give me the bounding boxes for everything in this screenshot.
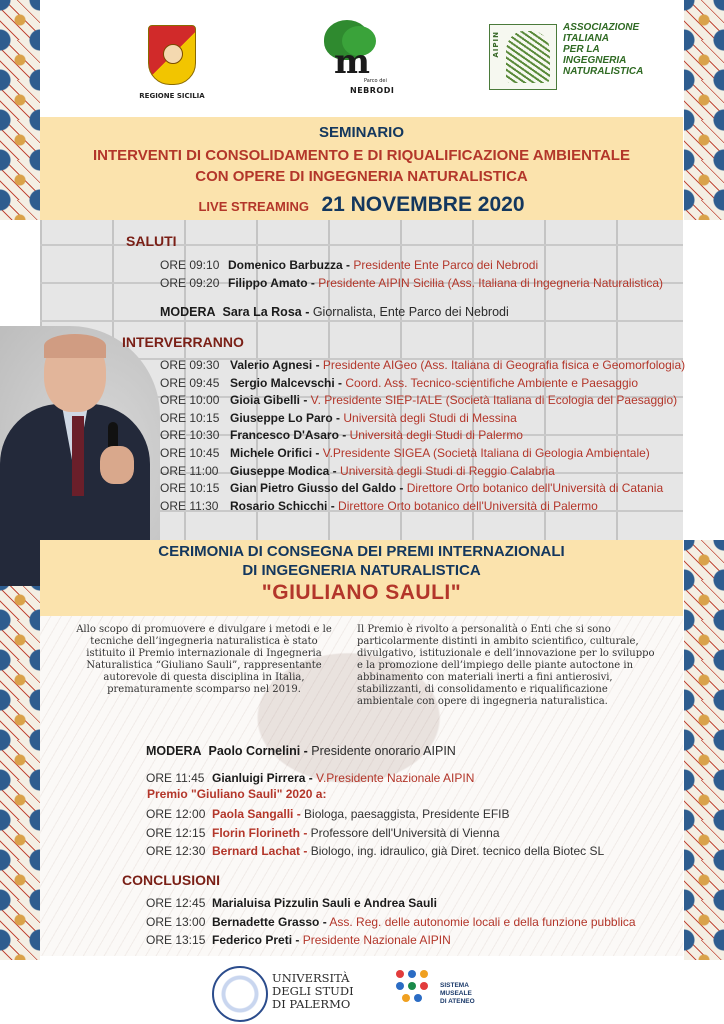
- program-row: [160, 276, 663, 290]
- row-role: Ass. Reg. delle autonomie locali e della funzione pubblica: [326, 914, 636, 929]
- row-time: ORE 10:15: [160, 410, 220, 425]
- aipin-line: PER LA: [563, 44, 600, 55]
- row-role: V.Presidente Nazionale AIPIN: [312, 771, 475, 785]
- row-time: ORE 10:15: [160, 481, 220, 496]
- row-time: ORE 09:30: [160, 358, 220, 372]
- program-row: [146, 826, 500, 840]
- row-name: Valerio Agnesi -: [230, 358, 320, 372]
- row-time: ORE 13:15: [146, 933, 206, 947]
- program-row: [160, 464, 555, 478]
- aipin-name: [563, 22, 643, 77]
- unipa-line: UNIVERSITÀ: [272, 971, 350, 985]
- decorative-tile-left-bottom: [0, 540, 40, 960]
- decorative-tile-right-bottom: [684, 540, 724, 960]
- regione-sicilia-logo: [148, 25, 196, 85]
- row-time: ORE 11:45: [146, 771, 205, 785]
- unipa-line: DI PALERMO: [272, 997, 351, 1011]
- sma-line: MUSEALE: [440, 990, 472, 997]
- row-time: ORE 10:00: [160, 393, 220, 408]
- row-role: Presidente Ente Parco dei Nebrodi: [350, 258, 539, 272]
- prize-recipients-label: Premio "Giuliano Sauli" 2020 a:: [147, 787, 327, 801]
- program-row: [160, 358, 685, 372]
- program-row: [146, 807, 510, 821]
- event-date: 21 NOVEMBRE 2020: [321, 193, 525, 216]
- row-name: Giuseppe Lo Paro -: [230, 410, 341, 425]
- row-time: ORE 09:20: [160, 276, 220, 290]
- row-time: ORE 10:30: [160, 428, 220, 443]
- program-row: [160, 411, 517, 425]
- decorative-tile-left-top: [0, 0, 40, 220]
- program-row: [146, 915, 636, 929]
- row-role: Coord. Ass. Tecnico-scientifiche Ambiente e Paesaggio: [342, 375, 638, 390]
- aipin-line: ITALIANA: [563, 33, 609, 44]
- ceremony-line-1: CERIMONIA DI CONSEGNA DEI PREMI INTERNAZIONALI: [158, 543, 565, 560]
- modera-label: MODERA: [160, 305, 216, 319]
- title-line-1: INTERVENTI DI CONSOLIDAMENTO E DI RIQUALIFICAZIONE AMBIENTALE: [93, 147, 630, 164]
- program-row: [160, 446, 650, 460]
- row-name: Paola Sangalli -: [212, 807, 301, 821]
- row-time: ORE 09:45: [160, 375, 220, 390]
- row-time: ORE 10:45: [160, 446, 220, 460]
- prize-description-right: Il Premio è rivolto a personalità o Enti che si sono particolarmente distinti in ambito scientifico, culturale, divulgativo, istituzionale e dell’innovazione per lo sviluppo e la promozione dell’impiego delle piante autoctone in abbinamento con materiali inerti a fini antierosivi, stabilizzanti, di consolidamento e riqualificazione ambientale con opere di ingegneria naturalistica.: [357, 624, 655, 707]
- row-role: Biologo, ing. idraulico, già Diret. tecnico della Biotec SL: [307, 844, 605, 858]
- row-name: Gian Pietro Giusso del Galdo -: [230, 481, 404, 496]
- conclusioni-heading: CONCLUSIONI: [122, 872, 220, 888]
- unipa-name: [272, 972, 354, 1011]
- live-streaming-date: [40, 193, 683, 217]
- row-role: Direttore Orto botanico dell'Università di Palermo: [334, 498, 598, 513]
- row-role: Direttore Orto botanico dell'Università di Catania: [403, 481, 664, 496]
- row-name: Francesco D'Asaro -: [230, 428, 347, 443]
- sma-line: SISTEMA: [440, 982, 469, 989]
- row-role: Università degli Studi di Messina: [340, 410, 517, 425]
- row-name: Giuseppe Modica -: [230, 463, 337, 478]
- region-label: REGIONE SICILIA: [139, 92, 205, 100]
- row-name: Filippo Amato -: [228, 276, 315, 290]
- row-time: ORE 12:30: [146, 844, 206, 858]
- modera-role: Giornalista, Ente Parco dei Nebrodi: [309, 305, 509, 319]
- modera-label: MODERA: [146, 744, 202, 758]
- row-time: ORE 12:15: [146, 825, 206, 840]
- modera-name: Sara La Rosa -: [222, 305, 310, 319]
- program-row: [146, 771, 474, 785]
- modera-row: [146, 744, 456, 758]
- program-row: [160, 393, 677, 407]
- row-name: Gianluigi Pirrera -: [212, 771, 313, 785]
- aipin-line: NATURALISTICA: [563, 66, 644, 77]
- aipin-vertical-label: AIPIN: [492, 31, 500, 58]
- row-time: ORE 11:30: [160, 498, 219, 513]
- row-name: Marialuisa Pizzulin Sauli e Andrea Sauli: [212, 896, 437, 910]
- row-name: Domenico Barbuzza -: [228, 258, 351, 272]
- sma-line: DI ATENEO: [440, 998, 475, 1005]
- row-name: Federico Preti -: [212, 933, 300, 947]
- prize-name: "GIULIANO SAULI": [261, 581, 462, 604]
- program-row: [160, 376, 638, 390]
- row-role: Presidente AIGeo (Ass. Italiana di Geografia fisica e Geomorfologia): [319, 358, 686, 372]
- sistema-museale-name: [440, 982, 475, 1006]
- sistema-museale-icon: [396, 970, 432, 1008]
- fern-icon: [506, 31, 550, 83]
- program-row: [146, 844, 604, 858]
- row-time: ORE 12:00: [146, 807, 206, 821]
- unipa-seal-icon: [212, 966, 268, 1022]
- prize-description-left: Allo scopo di promuovere e divulgare i metodi e le tecniche dell’ingegneria naturalistica è stato istituito il Premio internazionale di Ingegneria Naturalistica “Giuliano Sauli”, rappresentante autorevole di questa disciplina in Italia, prematuramente scomparso nel 2019.: [76, 624, 332, 695]
- row-time: ORE 13:00: [146, 914, 206, 929]
- parco-nebrodi-logo: m: [320, 20, 382, 72]
- park-small-label: Parco dei: [364, 78, 387, 84]
- park-name: NEBRODI: [350, 86, 395, 95]
- program-row: [146, 933, 451, 947]
- row-name: Florin Florineth -: [212, 825, 308, 840]
- row-role: V.Presidente SIGEA (Società Italiana di Geologia Ambientale): [319, 446, 650, 460]
- decorative-tile-right-top: [684, 0, 724, 220]
- seminar-label: SEMINARIO: [318, 124, 404, 141]
- program-row: [160, 428, 523, 442]
- row-name: Sergio Malcevschi -: [230, 375, 343, 390]
- row-name: Michele Orifici -: [230, 446, 320, 460]
- row-role: V. Presidente SIEP-IALE (Società Italiana di Ecologia del Paesaggio): [307, 393, 678, 408]
- row-role: Università degli Studi di Reggio Calabria: [336, 463, 555, 478]
- row-role: Università degli Studi di Palermo: [346, 428, 523, 443]
- row-name: Gioia Gibelli -: [230, 393, 308, 408]
- row-name: Bernard Lachat -: [212, 844, 308, 858]
- row-time: ORE 09:10: [160, 258, 220, 272]
- program-row: [146, 896, 437, 910]
- modera-role: Presidente onorario AIPIN: [307, 744, 456, 758]
- modera-row: [160, 305, 509, 319]
- row-role: Professore dell'Università di Vienna: [307, 825, 500, 840]
- program-row: [160, 499, 598, 513]
- row-role: Presidente AIPIN Sicilia (Ass. Italiana di Ingegneria Naturalistica): [314, 276, 664, 290]
- title-line-2: CON OPERE DI INGEGNERIA NATURALISTICA: [195, 168, 528, 185]
- row-time: ORE 11:00: [160, 463, 219, 478]
- row-name: Bernadette Grasso -: [212, 914, 327, 929]
- row-time: ORE 12:45: [146, 896, 206, 910]
- row-name: Rosario Schicchi -: [230, 498, 335, 513]
- aipin-logo: [489, 24, 557, 90]
- interverranno-heading: INTERVERRANNO: [122, 334, 244, 350]
- row-role: Presidente Nazionale AIPIN: [299, 933, 451, 947]
- aipin-line: ASSOCIAZIONE: [563, 22, 640, 33]
- saluti-heading: SALUTI: [126, 233, 177, 249]
- aipin-line: INGEGNERIA: [563, 55, 627, 66]
- modera-name: Paolo Cornelini -: [208, 744, 308, 758]
- program-row: [160, 481, 663, 495]
- unipa-line: DEGLI STUDI: [272, 984, 354, 998]
- live-streaming-label: LIVE STREAMING: [198, 199, 309, 214]
- ceremony-line-2: DI INGEGNERIA NATURALISTICA: [242, 562, 481, 579]
- row-role: Biologa, paesaggista, Presidente EFIB: [300, 807, 510, 821]
- program-row: [160, 258, 538, 272]
